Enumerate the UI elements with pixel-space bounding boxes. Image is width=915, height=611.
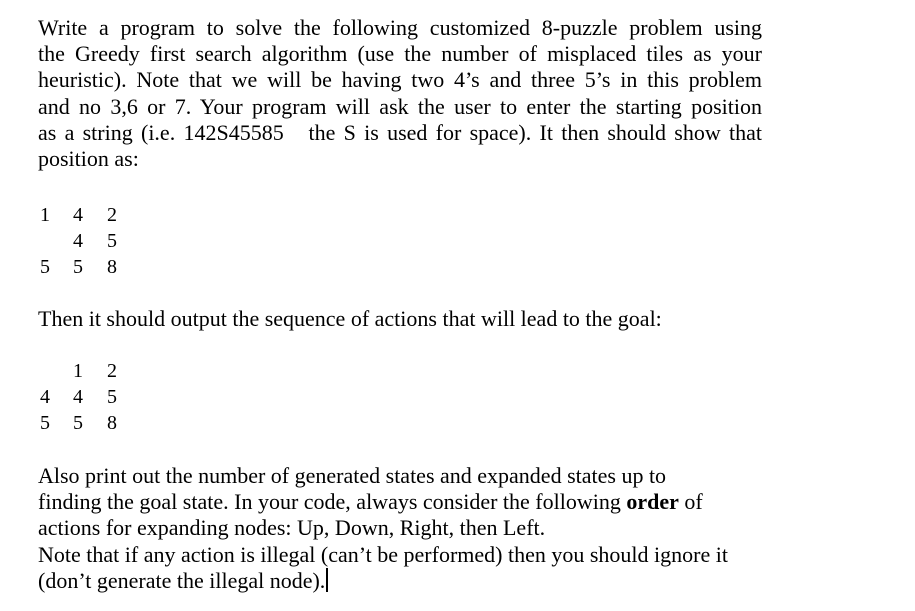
grid-cell: 2 <box>107 360 117 382</box>
grid-cell: 5 <box>40 412 50 434</box>
closing-paragraph[interactable] <box>38 463 762 594</box>
grid-cell: 8 <box>107 412 117 434</box>
grid-cell: 5 <box>40 256 50 278</box>
bold-order-word: order <box>626 489 679 515</box>
grid-cell: 8 <box>107 256 117 278</box>
closing-line <box>38 568 762 594</box>
intro-line: the Greedy first search algorithm (use the number of misplaced tiles as your <box>38 41 762 67</box>
then-paragraph: Then it should output the sequence of actions that will lead to the goal: <box>38 306 662 331</box>
closing-line-text: finding the goal state. In your code, always consider the following <box>38 489 627 515</box>
intro-line: position as: <box>38 146 139 172</box>
grid-cell: 1 <box>73 360 83 382</box>
intro-line: Write a program to solve the following customized 8-puzzle problem using <box>38 15 762 40</box>
closing-line: Also print out the number of generated states and expanded states up to <box>38 463 667 488</box>
grid-cell: 5 <box>107 386 117 408</box>
closing-line-text: of <box>678 489 703 515</box>
intro-paragraph <box>38 15 762 172</box>
text-cursor <box>326 568 328 592</box>
closing-line-text: (don’t generate the illegal node). <box>38 567 326 593</box>
grid-cell: 4 <box>73 204 83 226</box>
intro-line: and no 3,6 or 7. Your program will ask the user to enter the starting position <box>38 93 762 119</box>
intro-line: heuristic). Note that we will be having two 4’s and three 5’s in this problem <box>38 67 762 93</box>
grid-cell: 2 <box>107 204 117 226</box>
grid-cell: 5 <box>73 412 83 434</box>
grid-cell: 4 <box>40 386 50 408</box>
grid-cell: 4 <box>73 386 83 408</box>
grid-cell: 4 <box>73 230 83 252</box>
closing-line: Note that if any action is illegal (can’t be performed) then you should ignore it <box>38 541 728 567</box>
grid-cell: 1 <box>40 204 50 226</box>
grid-cell: 5 <box>107 230 117 252</box>
intro-line: as a string (i.e. 142S45585 the S is used for space). It then should show that <box>38 119 762 145</box>
closing-line: actions for expanding nodes: Up, Down, Right, then Left. <box>38 515 546 541</box>
grid-cell: 5 <box>73 256 83 278</box>
closing-line <box>38 489 762 515</box>
